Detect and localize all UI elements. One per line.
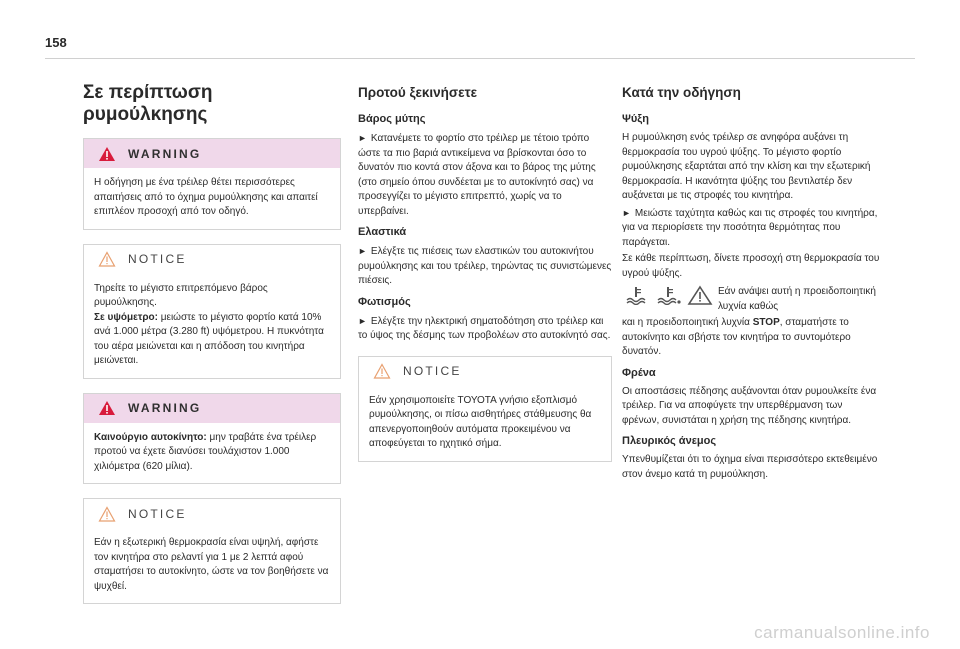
paragraph: Ελέγξτε τις πιέσεις των ελαστικών του αυτοκινήτου ρυμούλκησης και του τρέιλερ, τηρώντας τις συνιστώμενες πιέσεις. bbox=[358, 246, 612, 286]
notice-text-altitude: μειώστε το μέγιστο φορτίο κατά 10% ανά 1.000 μέτρα (3.280 ft) υψόμετρου. Η πυκνότητα του αέρα μειώνεται και η απόδοση του κινητήρα μειώνεται. bbox=[94, 311, 324, 366]
warning-text-new-car: μην τραβάτε ένα τρέιλερ προτού να έχετε διανύσει τουλάχιστον 1.000 χιλιόμετρα (620 μίλια). bbox=[94, 431, 317, 472]
subheading-tongue-weight: Βάρος μύτης bbox=[358, 113, 426, 125]
warning-triangle-icon bbox=[686, 285, 714, 305]
notice-box-2 bbox=[83, 498, 341, 604]
notice-label: NOTICE bbox=[403, 364, 462, 378]
bullet-arrow-icon: ► bbox=[622, 207, 631, 218]
paragraph: Κατανέμετε το φορτίο στο τρέιλερ με τέτοιο τρόπο ώστε τα πιο βαριά αντικείμενα να βρίσκονται όσο το δυνατόν πιο κοντά στον άξονα και το βάρος της μύτης (στο σημείο όπου συνδέεται με το αυτοκίνητό σας) να προσεγγίζει το μέγιστο επιτρεπτό, χωρίς να το υπερβαίνει. bbox=[358, 133, 596, 217]
notice-label: NOTICE bbox=[128, 252, 187, 266]
icon-paragraph: Εάν ανάψει αυτή η προειδοποιητική λυχνία καθώς bbox=[718, 286, 876, 312]
coolant-temp-icon bbox=[622, 285, 650, 305]
paragraph: Υπενθυμίζεται ότι το όχημα είναι περισσότερο εκτεθειμένο στον άνεμο κατά τη ρυμούλκηση. bbox=[622, 454, 878, 480]
notice-text: Τηρείτε το μέγιστο επιτρεπόμενο βάρος ρυμούλκησης. bbox=[94, 282, 268, 308]
bullet-arrow-icon: ► bbox=[358, 315, 367, 326]
column-before-start bbox=[358, 82, 612, 476]
watermark: carmanualsonline.info bbox=[754, 623, 930, 642]
paragraph: Ελέγξτε την ηλεκτρική σηματοδότηση στο τρέιλερ και το ύψος της δέσμης των προβολέων στο αυτοκίνητό σας. bbox=[358, 315, 611, 341]
warning-text: Η οδήγηση με ένα τρέιλερ θέτει περισσότερες απαιτήσεις από το όχημα ρυμούλκησης και απαιτεί επιπλέον προσοχή από τον οδηγό. bbox=[94, 177, 318, 217]
notice-box-1 bbox=[83, 244, 341, 379]
page-number: 158 bbox=[45, 35, 67, 50]
stop-label: STOP bbox=[752, 317, 780, 328]
paragraph: Οι αποστάσεις πέδησης αυξάνονται όταν ρυμουλκείτε ένα τρέιλερ. Για να αποφύγετε την υπερθέρμανση των φρένων, συνιστάται η χρήση της πέδησης κινητήρα. bbox=[622, 385, 877, 426]
paragraph: Μειώστε ταχύτητα καθώς και τις στροφές του κινητήρα, για να περιορίσετε την ποσότητα θερμότητας που παράγεται. bbox=[622, 207, 878, 248]
header-divider bbox=[45, 58, 915, 59]
paragraph: και η προειδοποιητική λυχνία bbox=[622, 317, 753, 328]
subheading-cooling: Ψύξη bbox=[622, 113, 649, 125]
column-towing bbox=[83, 82, 341, 618]
notice-box-3 bbox=[358, 356, 612, 462]
warning-lamps-row bbox=[622, 285, 882, 314]
warning-triangle-icon bbox=[98, 400, 116, 416]
paragraph: , σταματήστε το αυτοκίνητο και σβήστε τον κινητήρα το συντομότερο δυνατόν. bbox=[622, 317, 851, 357]
warning-triangle-icon bbox=[98, 146, 116, 162]
bullet-arrow-icon: ► bbox=[358, 133, 367, 143]
subheading-tyres: Ελαστικά bbox=[358, 226, 407, 238]
paragraph: Η ρυμούλκηση ενός τρέιλερ σε ανηφόρα αυξάνει τη θερμοκρασία του υγρού ψύξης. Το μέγιστο φορτίο ρυμούλκησης εξαρτάται από την κλίση και την εξωτερική θερμοκρασία. Η ικανότητα ψύξης του βεντιλατέρ δεν αυξάνεται με τις στροφές του κινητήρα. bbox=[622, 132, 871, 201]
bullet-arrow-icon: ► bbox=[358, 246, 367, 256]
notice-bold-altitude: Σε υψόμετρο: bbox=[94, 311, 158, 323]
warning-box-2 bbox=[83, 393, 341, 485]
section-title-before-start: Προτού ξεκινήσετε bbox=[358, 85, 478, 100]
column-while-driving bbox=[622, 82, 882, 489]
coolant-temp-alt-icon bbox=[654, 285, 682, 305]
paragraph: Σε κάθε περίπτωση, δίνετε προσοχή στη θερμοκρασία του υγρού ψύξης. bbox=[622, 253, 880, 279]
notice-triangle-icon bbox=[98, 251, 116, 267]
section-title-while-driving: Κατά την οδήγηση bbox=[622, 85, 741, 100]
warning-label: WARNING bbox=[128, 146, 202, 161]
notice-triangle-icon bbox=[98, 506, 116, 522]
section-title-towing: Σε περίπτωση ρυμούλκησης bbox=[83, 82, 213, 125]
notice-text: Εάν χρησιμοποιείτε ΤΟΥΟΤΑ γνήσιο εξοπλισμό ρυμούλκησης, οι πίσω αισθητήρες στάθμευσης θα απενεργοποιηθούν αυτόματα προκειμένου να αποφεύγεται το ηχητικό σήμα. bbox=[369, 394, 592, 449]
subheading-lighting: Φωτισμός bbox=[358, 295, 411, 308]
warning-label: WARNING bbox=[128, 401, 202, 415]
notice-text: Εάν η εξωτερική θερμοκρασία είναι υψηλή, αφήστε τον κινητήρα στο ρελαντί για 1 με 2 λεπτά αφού σταματήσει το αυτοκίνητο, ώστε να τον βοηθήσετε να ψυχθεί. bbox=[94, 537, 329, 592]
warning-box-1 bbox=[83, 138, 341, 230]
subheading-crosswind: Πλευρικός άνεμος bbox=[622, 435, 717, 447]
notice-triangle-icon bbox=[373, 363, 391, 379]
warning-bold-new-car: Καινούργιο αυτοκίνητο: bbox=[94, 431, 207, 443]
notice-label: NOTICE bbox=[128, 506, 187, 521]
subheading-brakes: Φρένα bbox=[622, 366, 656, 379]
